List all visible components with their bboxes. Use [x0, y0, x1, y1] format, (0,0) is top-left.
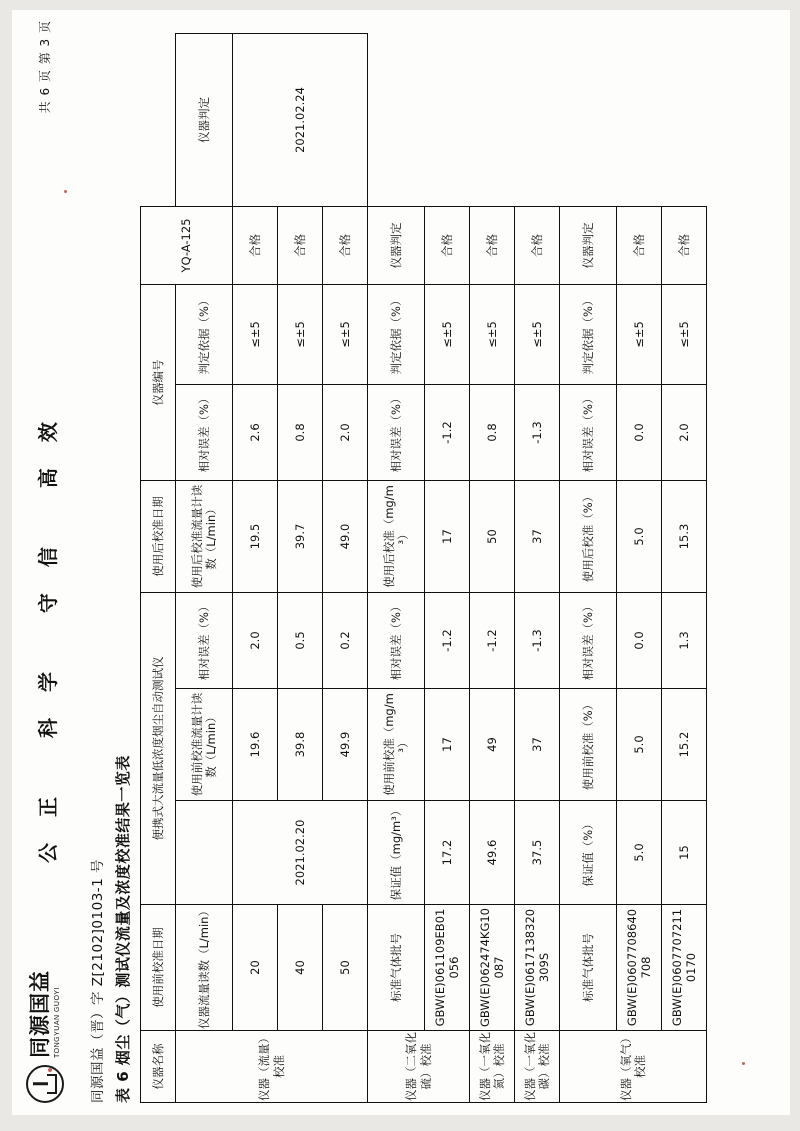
- cell-value: GBW(E)0607708640708: [617, 905, 662, 1031]
- page-number: 共 6 页 第 3 页: [38, 20, 52, 114]
- cell-value: 合格: [617, 206, 662, 284]
- cell-value: 0.0: [617, 384, 662, 480]
- cell-instrument-model: 便携式大流量低浓度烟尘自动测试仪: [141, 592, 176, 904]
- cell-value: 0.2: [323, 592, 368, 688]
- cell-guaranteed-header: 保证值（%）: [560, 801, 617, 905]
- cell-gas-batch-header: 标准气体批号: [560, 905, 617, 1031]
- cell-section-label-flow: 仪器（流量）校准: [176, 1031, 368, 1103]
- cell-value: 17.2: [425, 801, 470, 905]
- cell-value: 0.0: [617, 592, 662, 688]
- company-slogan: 公正 科学 守信 高效: [36, 396, 60, 863]
- cell-instrument-sn: YQ-A-125: [141, 206, 233, 284]
- cell-verdict-header: 仪器判定: [368, 206, 425, 284]
- cell-instrument-name-label: 仪器名称: [141, 1031, 176, 1103]
- cell-section-label-co: 仪器（一氧化碳）校准: [515, 1031, 560, 1103]
- cell-value: 合格: [323, 206, 368, 284]
- cell-value: -1.2: [425, 592, 470, 688]
- cell-value: 40: [278, 905, 323, 1031]
- cell-blank-header: [176, 801, 233, 905]
- cell-before-error-header: 相对误差（%）: [368, 592, 425, 688]
- cell-value: GBW(E)06077072110170: [662, 905, 707, 1031]
- cell-value: 19.6: [233, 689, 278, 801]
- cell-section-label-so2: 仪器（二氧化硫）校准: [368, 1031, 470, 1103]
- cell-after-error-header: 相对误差（%）: [368, 384, 425, 480]
- table-row: [141, 34, 176, 1103]
- cell-before-date-value: 2021.02.20: [233, 801, 368, 905]
- cell-value: 15.3: [662, 480, 707, 592]
- cell-before-error-header: 相对误差（%）: [560, 592, 617, 688]
- cell-value: 合格: [515, 206, 560, 284]
- cell-value: 合格: [662, 206, 707, 284]
- logo-mark-icon: [26, 1065, 64, 1103]
- document-header: [18, 20, 88, 1103]
- cell-value: 17: [425, 689, 470, 801]
- cell-value: 50: [470, 480, 515, 592]
- cell-value: 2.0: [233, 592, 278, 688]
- cell-value: ≤±5: [425, 284, 470, 384]
- cell-value: 1.3: [662, 592, 707, 688]
- cell-after-flow-header: 使用后校准流量计读数（L/min）: [176, 480, 233, 592]
- cell-value: 17: [425, 480, 470, 592]
- table-row: [560, 34, 617, 1103]
- cell-guaranteed-header: 保证值（mg/m³）: [368, 801, 425, 905]
- cell-value: 2.0: [323, 384, 368, 480]
- cell-criteria-header: 判定依据（%）: [368, 284, 425, 384]
- cell-section-label-no: 仪器（一氧化氮）校准: [470, 1031, 515, 1103]
- cell-value: ≤±5: [617, 284, 662, 384]
- cell-value: 15.2: [662, 689, 707, 801]
- table-row: [176, 34, 233, 1103]
- cell-after-error-header: 相对误差（%）: [560, 384, 617, 480]
- table-row: [425, 34, 470, 1103]
- cell-before-flow-header: 使用前校准流量计读数（L/min）: [176, 689, 233, 801]
- cell-before-cal-header: 使用前校准（%）: [560, 689, 617, 801]
- cell-value: 2.0: [662, 384, 707, 480]
- calibration-table: [140, 33, 707, 1103]
- cell-before-error-header: 相对误差（%）: [176, 592, 233, 688]
- cell-value: 49: [470, 689, 515, 801]
- cell-criteria-header: 判定依据（%）: [176, 284, 233, 384]
- cell-verdict-header: 仪器判定: [176, 34, 233, 207]
- cell-value: 0.8: [278, 384, 323, 480]
- cell-value: ≤±5: [515, 284, 560, 384]
- table-row: [470, 34, 515, 1103]
- cell-after-date-value: 2021.02.24: [233, 34, 368, 207]
- cell-value: 39.8: [278, 689, 323, 801]
- cell-value: 37: [515, 480, 560, 592]
- cell-after-cal-header: 使用后校准（mg/m³）: [368, 480, 425, 592]
- cell-value: 49.9: [323, 689, 368, 801]
- cell-value: 49.6: [470, 801, 515, 905]
- table-title: 表 6 烟尘（气）测试仪流量及浓度校准结果一览表: [114, 755, 132, 1103]
- cell-value: GBW(E)061109EB01056: [425, 905, 470, 1031]
- cell-value: ≤±5: [233, 284, 278, 384]
- table-row: [233, 34, 278, 1103]
- cell-value: 37.5: [515, 801, 560, 905]
- table-row: [617, 34, 662, 1103]
- company-logo: [26, 970, 64, 1103]
- table-row: [515, 34, 560, 1103]
- cell-value: 2.6: [233, 384, 278, 480]
- cell-value: 15: [662, 801, 707, 905]
- cell-after-error-header: 相对误差（%）: [176, 384, 233, 480]
- cell-value: 49.0: [323, 480, 368, 592]
- cell-after-cal-header: 使用后校准（%）: [560, 480, 617, 592]
- cell-instrument-number-label: 仪器编号: [141, 284, 176, 480]
- cell-value: 5.0: [617, 480, 662, 592]
- cell-value: 合格: [233, 206, 278, 284]
- cell-value: 0.5: [278, 592, 323, 688]
- cell-value: 0.8: [470, 384, 515, 480]
- table-row: [368, 34, 425, 1103]
- cell-flow-reading-header: 仪器流量读数（L/min）: [176, 905, 233, 1031]
- cell-value: 20: [233, 905, 278, 1031]
- cell-value: -1.3: [515, 592, 560, 688]
- cell-value: -1.3: [515, 384, 560, 480]
- cell-value: 合格: [425, 206, 470, 284]
- cell-value: ≤±5: [470, 284, 515, 384]
- cell-value: -1.2: [425, 384, 470, 480]
- cell-value: 50: [323, 905, 368, 1031]
- cell-value: 5.0: [617, 801, 662, 905]
- cell-value: 19.5: [233, 480, 278, 592]
- cell-before-cal-date-label: 使用前校准日期: [141, 905, 176, 1031]
- cell-value: -1.2: [470, 592, 515, 688]
- cell-value: ≤±5: [323, 284, 368, 384]
- cell-value: ≤±5: [278, 284, 323, 384]
- cell-value: GBW(E)0617138320309S: [515, 905, 560, 1031]
- cell-criteria-header: 判定依据（%）: [560, 284, 617, 384]
- cell-value: 39.7: [278, 480, 323, 592]
- cell-value: GBW(E)062474KG10087: [470, 905, 515, 1031]
- cell-before-cal-header: 使用前校准（mg/m³）: [368, 689, 425, 801]
- cell-value: 37: [515, 689, 560, 801]
- logo-text-english: TONGYUAN GUOYI: [53, 986, 61, 1058]
- table-row: [662, 34, 707, 1103]
- logo-text-chinese: 同源国益: [27, 970, 52, 1058]
- cell-value: 5.0: [617, 689, 662, 801]
- cell-value: 合格: [470, 206, 515, 284]
- cell-gas-batch-header: 标准气体批号: [368, 905, 425, 1031]
- cell-value: 合格: [278, 206, 323, 284]
- cell-after-cal-date-label: 使用后校准日期: [141, 480, 176, 592]
- cell-value: ≤±5: [662, 284, 707, 384]
- cell-section-label-o2: 仪器（氧气）校准: [560, 1031, 707, 1103]
- document-code: 同源国益（晋）字 Z[2102]0103-1 号: [90, 858, 106, 1103]
- cell-verdict-header: 仪器判定: [560, 206, 617, 284]
